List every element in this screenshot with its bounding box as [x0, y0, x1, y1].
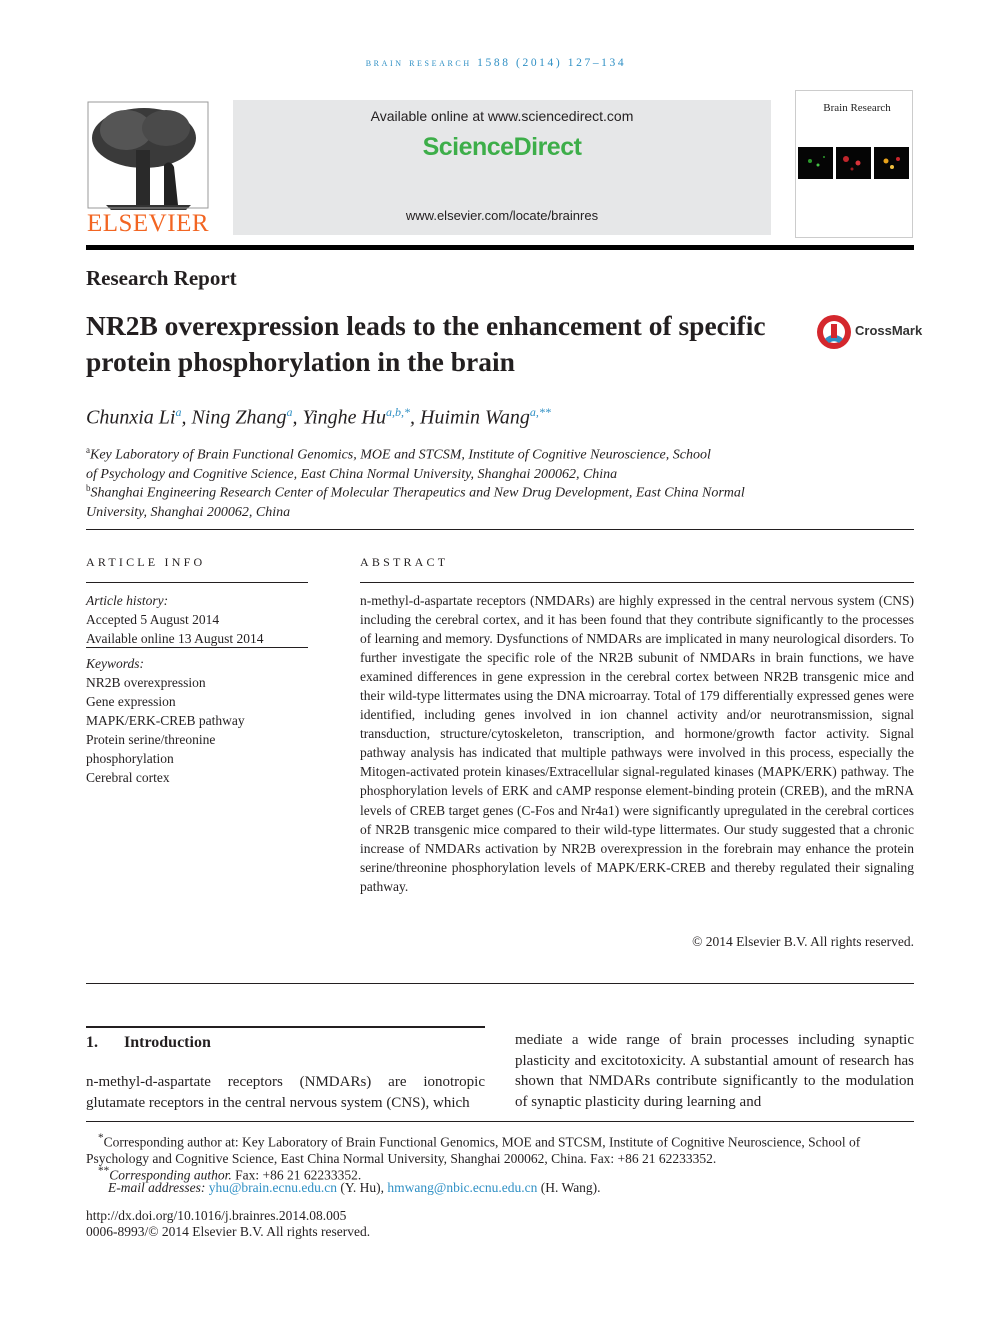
author-affil-mark[interactable]: a,b,*	[386, 405, 410, 419]
email-owner: (H. Wang).	[540, 1180, 601, 1195]
available-online-text: Available online at www.sciencedirect.com	[370, 108, 634, 124]
footnote-label: Corresponding author.	[109, 1167, 232, 1183]
section-heading	[86, 1034, 211, 1052]
abstract-copyright: © 2014 Elsevier B.V. All rights reserved.	[692, 934, 914, 949]
affiliation-mark: a	[86, 445, 90, 455]
crossmark-icon	[815, 313, 853, 351]
divider	[86, 647, 308, 648]
email-link[interactable]: yhu@brain.ecnu.edu.cn	[208, 1180, 338, 1195]
keywords-label: Keywords:	[86, 656, 144, 671]
author-affil-mark[interactable]: a	[175, 405, 182, 419]
article-type: Research Report	[86, 266, 237, 290]
footnote-mark: *	[98, 1132, 104, 1144]
accepted-date: Accepted 5 August 2014	[86, 612, 220, 627]
section-rule	[86, 1026, 485, 1028]
section-number: 1.	[86, 1034, 98, 1051]
author-name: Huimin Wang	[420, 406, 530, 429]
affiliation-text: University, Shanghai 200062, China	[86, 504, 291, 520]
divider	[86, 529, 914, 530]
footnote-mark: **	[98, 1165, 110, 1177]
author-list: Chunxia Li$^a$, Ning Zhang$^a$, Yinghe $Hu^{a,b,*}$, Huimin Wang$^{a,**}$	[86, 405, 551, 429]
affiliation-mark: b	[86, 483, 91, 493]
keyword: Cerebral cortex	[86, 770, 170, 785]
cover-title: Brain Research	[823, 102, 891, 114]
section-title: Introduction	[124, 1034, 211, 1051]
doi-link[interactable]: http://dx.doi.org/10.1016/j.brainres.2014.08.005	[86, 1208, 347, 1223]
intro-paragraph-left: n-methyl-d-aspartate receptors (NMDARs) are ionotropic glutamate receptors in the central nervous system (CNS), which	[86, 1074, 485, 1111]
divider	[360, 582, 914, 583]
corresponding-author-note	[86, 1130, 914, 1168]
online-date: Available online 13 August 2014	[86, 631, 264, 646]
article-info-heading: ARTICLE INFO	[86, 555, 206, 569]
affiliation-text: of Psychology and Cognitive Science, East China Normal University, Shanghai 200062, China	[86, 466, 618, 482]
journal-url[interactable]: www.elsevier.com/locate/brainres	[405, 208, 599, 223]
publisher-name: ELSEVIER	[86, 210, 210, 237]
journal-header: brain research 1588 (2014) 127–134	[365, 57, 627, 69]
author-name: Chunxia Li	[86, 406, 176, 429]
cover-image	[798, 147, 833, 179]
article-title: NR2B overexpression leads to the enhancement of specific protein phosphorylation in the brain	[86, 310, 766, 377]
crossmark-badge[interactable]	[815, 313, 923, 351]
issn-copyright: 0006-8993/© 2014 Elsevier B.V. All rights reserved.	[86, 1224, 371, 1239]
cover-image	[836, 147, 871, 179]
crossmark-label: CrossMark	[855, 323, 923, 338]
email-addresses	[108, 1180, 936, 1197]
keyword: Gene expression	[86, 694, 176, 709]
email-label: E-mail addresses:	[108, 1180, 206, 1195]
cover-image	[874, 147, 909, 179]
keyword: Protein serine/threonine	[86, 732, 216, 747]
affiliation-text: Shanghai Engineering Research Center of Molecular Therapeutics and New Drug Development, East China Normal	[90, 485, 745, 501]
keywords-block	[86, 654, 245, 787]
divider	[86, 1121, 914, 1122]
history-label: Article history:	[86, 593, 169, 608]
affiliation-text: Key Laboratory of Brain Functional Genomics, MOE and STCSM, Institute of Cognitive Neuroscience, School	[90, 447, 711, 463]
keyword: NR2B overexpression	[86, 675, 206, 690]
header-rule	[86, 245, 914, 250]
abstract-heading: ABSTRACT	[360, 555, 449, 569]
divider	[86, 582, 308, 583]
keyword: MAPK/ERK-CREB pathway	[86, 713, 245, 728]
author-affil-mark[interactable]: a,**	[529, 405, 551, 419]
article-history	[86, 591, 263, 648]
email-link[interactable]: hmwang@nbic.ecnu.edu.cn	[387, 1180, 538, 1195]
divider	[86, 983, 914, 984]
author-affil-mark[interactable]: a	[286, 405, 293, 419]
author-name: Yinghe Hu	[302, 406, 386, 429]
affiliation-a	[86, 441, 711, 484]
author-name: Ning Zhang	[191, 406, 287, 429]
intro-paragraph-right: mediate a wide range of brain processes including synaptic plasticity and excitotoxicity. A substantial amount of research has shown that NMDARs contribute significantly to the modulation of synaptic plasticity during learning and	[515, 1032, 914, 1110]
affiliation-b	[86, 479, 745, 522]
footnote-text: Fax: +86 21 62233352.	[235, 1167, 362, 1183]
keyword: phosphorylation	[86, 751, 174, 766]
footnote-text: Corresponding author at: Key Laboratory of Brain Functional Genomics, MOE and STCSM, Institute of Cognitive Neuroscience, School of Psychology and Cognitive Science, East China Normal University, Shanghai 200062, China. Fax: +86 21 62233352.	[86, 1134, 861, 1166]
sciencedirect-logo[interactable]: ScienceDirect	[422, 133, 582, 161]
email-owner: (Y. Hu),	[340, 1180, 385, 1195]
abstract-text: n-methyl-d-aspartate receptors (NMDARs) are highly expressed in the central nervous system (CNS) including the cerebral cortex, and it has been found that they contribute significantly to the processes of learning and memory. Dysfunctions of NMDARs are implicated in many neurological disorders. To further investigate the specific role of the NR2B subunit of NMDARs in brain functions, we have examined differences in gene expression in the cerebral cortex between NR2B transgenic mice and their wild-type littermates using the DNA microarray. Total of 179 differentially expressed genes were identified, including genes involved in ion channel activity and/or neurotransmission, signal transduction, structure/cytoskeleton, transcription, and hormone/growth factor activity. Signal pathway analysis has indicated that multiple pathways were involved in this process, especially the Mitogen-activated protein kinases/Extracellular signal-regulated kinases (MAPK/ERK) pathway. The phosphorylation levels of ERK and cAMP response element-binding protein (CREB), and the mRNA levels of CREB target genes (C-Fos and Nr4a1) were significantly upregulated in the cerebral cortices of NR2B transgenic mice compared to their wild-type littermates. Our study suggested that a chronic increase of NMDARs activation by NR2B overexpression in the forebrain may enhance the protein serine/threonine phosphorylation levels of MAPK/ERK-CREB and thereby regulated their signaling pathway.	[360, 593, 914, 894]
